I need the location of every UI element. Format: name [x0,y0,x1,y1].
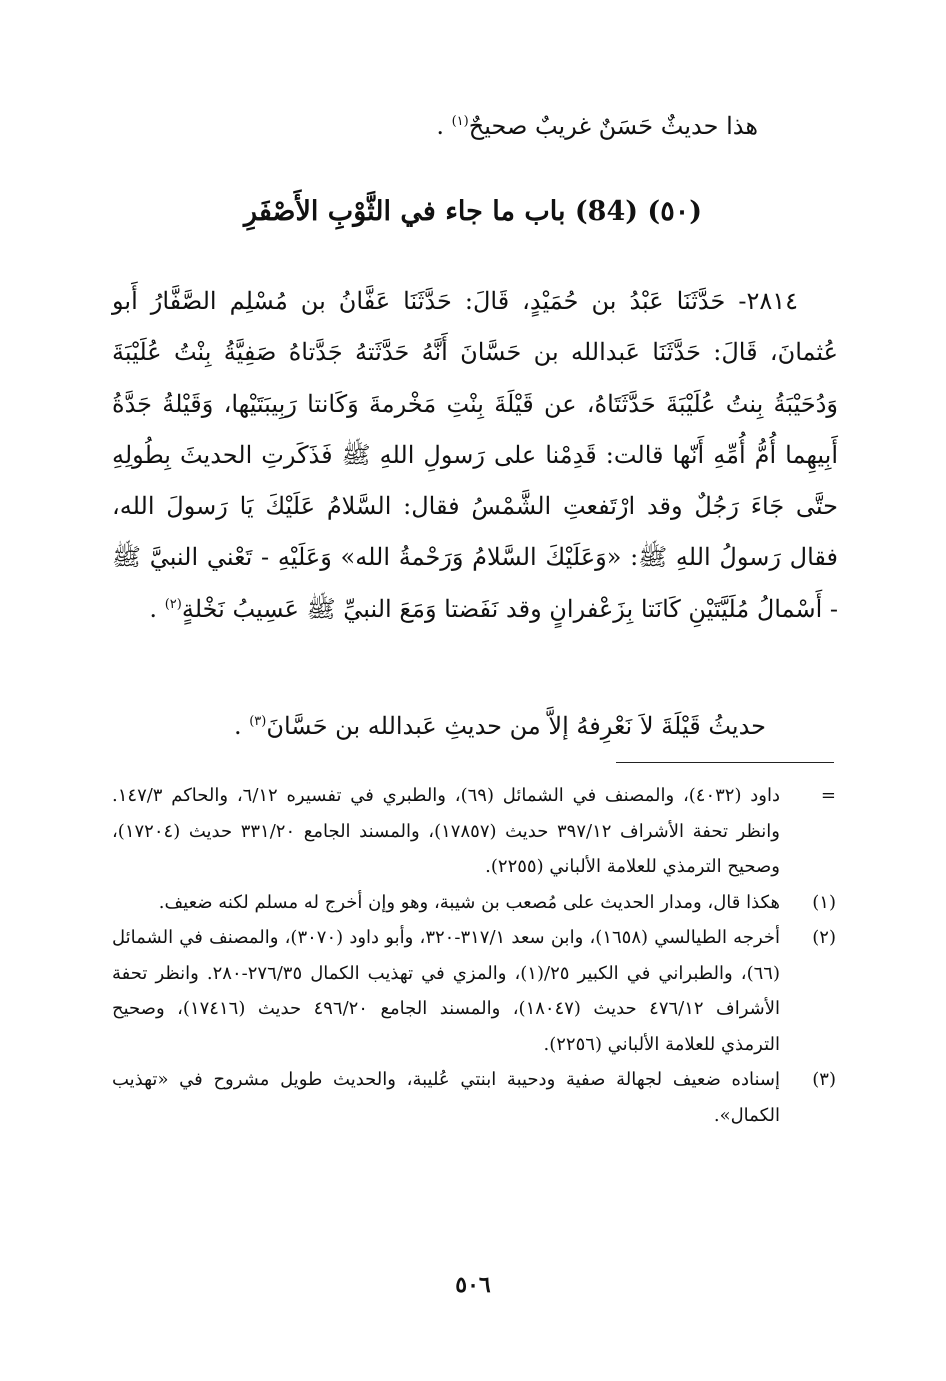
closing-grade-end: . [436,112,452,140]
closing-grade-line [436,108,758,144]
footnote-3 [112,1062,836,1133]
footnote-marker: (٣) [812,1069,836,1090]
footnote-separator [616,762,834,763]
footnote-text: أخرجه الطيالسي (١٦٥٨)، وابن سعد ٣١٧/١-٣٢٠، وأبو داود (٣٠٧٠)، والمصنف في الشمائل (٦٦)، والطبراني في الكبير ٢٥/(١)، والمزي في تهذيب الكمال ٢٧٦/٣٥-٢٨٠. وانظر تحفة الأشراف ٤٧٦/١٢ حديث (١٨٠٤٧)، والمسند الجامع ٤٩٦/٢٠ حديث (١٧٤١٦)، وصحيح الترمذي للعلامة الألباني (٢٢٥٦). [112,927,781,1055]
footnote-ref-3[interactable]: (٣) [249,714,267,729]
hadith-end: . [149,594,165,623]
hadith-grade-line [234,706,766,746]
footnote-ref-2[interactable]: (٢) [164,596,182,612]
closing-grade-text: هذا حديثٌ حَسَنٌ غريبٌ صحيحٌ [468,112,758,140]
page-number: ٥٠٦ [455,1272,491,1298]
footnote-text: هكذا قال، ومدار الحديث على مُصعب بن شيبة، وهو وإن أخرج له مسلم لكنه ضعيف. [158,891,780,913]
hadith-block [112,276,838,635]
footnote-ref-1[interactable]: (١) [451,114,469,129]
footnote-marker: (٢) [812,927,836,948]
hadith-grade-text: حديثُ قَيْلَةَ لاَ نَعْرِفهُ إلاَّ من حديثِ عَبدالله بن حَسَّانَ [266,712,766,740]
hadith-paragraph [112,276,838,635]
footnote-marker: (١) [812,891,836,913]
footnote-text: إسناده ضعيف لجهالة صفية ودحيبة ابنتي عُليبة، والحديث طويل مشروح في «تهذيب الكمال». [112,1069,780,1126]
footnote-marker: = [820,785,836,806]
footnotes-section [112,778,836,1133]
footnote-1 [112,885,836,921]
hadith-text: ٢٨١٤- حَدَّثَنَا عَبْدُ بن حُمَيْدٍ، قَالَ: حَدَّثَنَا عَفَّانُ بن مُسْلِم الصَّفَّارُ أَبو عُثمانَ، قَالَ: حَدَّثَنَا عَبدالله بن حَسَّانَ أَنَّهُ حَدَّثَتهُ جَدَّتاهُ صَفِيَّةُ بِنْتُ عُلَيْبَةَ وَدُحَيْبَةُ بِنتُ عُلَيْبَةَ حَدَّثَتَاهُ، عن قَيْلَةَ بِنْتِ مَخْرمةَ وَكَانتا رَبِيبَتَيْها، وَقَيْلةُ جَدَّةُ أَبِيهِما أُمُّ أُمِّهِ أَنّها قالت: قَدِمْنا على رَسولِ اللهِ ﷺ فَذَكَرتِ الحديثَ بِطُولِهِ حتَّى جَاءَ رَجُلٌ وقد ارْتَفعتِ الشَّمْسُ فقال: السَّلامُ عَلَيْكَ يَا رَسولَ الله، فقال رَسولُ اللهِ ﷺ: «وَعَلَيْكَ السَّلامُ وَرَحْمةُ الله» وَعَلَيْهِ - تَعْني النبيَّ ﷺ - أَسْمالُ مُلَيَّتَيْنِ كَانَتا بِزَعْفرانٍ وقد نَفَضتا وَمَعَ النبيِّ ﷺ عَسِيبُ نَخْلةٍ [112,287,838,623]
hadith-grade-end: . [233,712,250,740]
footnote-continued [112,778,836,885]
footnote-2 [112,920,836,1062]
footnote-text: داود (٤٠٣٢)، والمصنف في الشمائل (٦٩)، والطبري في تفسيره ٦/١٢، والحاكم ١٤٧/٣. وانظر تحفة الأشراف ٣٩٧/١٢ حديث (١٧٨٥٧)، والمسند الجامع ٣٣١/٢٠ حديث (١٧٢٠٤)، وصحيح الترمذي للعلامة الألباني (٢٢٥٥). [112,785,780,877]
chapter-title: (٥٠) (84) باب ما جاء في الثَّوْبِ الأَصْفَرِ [244,196,702,227]
